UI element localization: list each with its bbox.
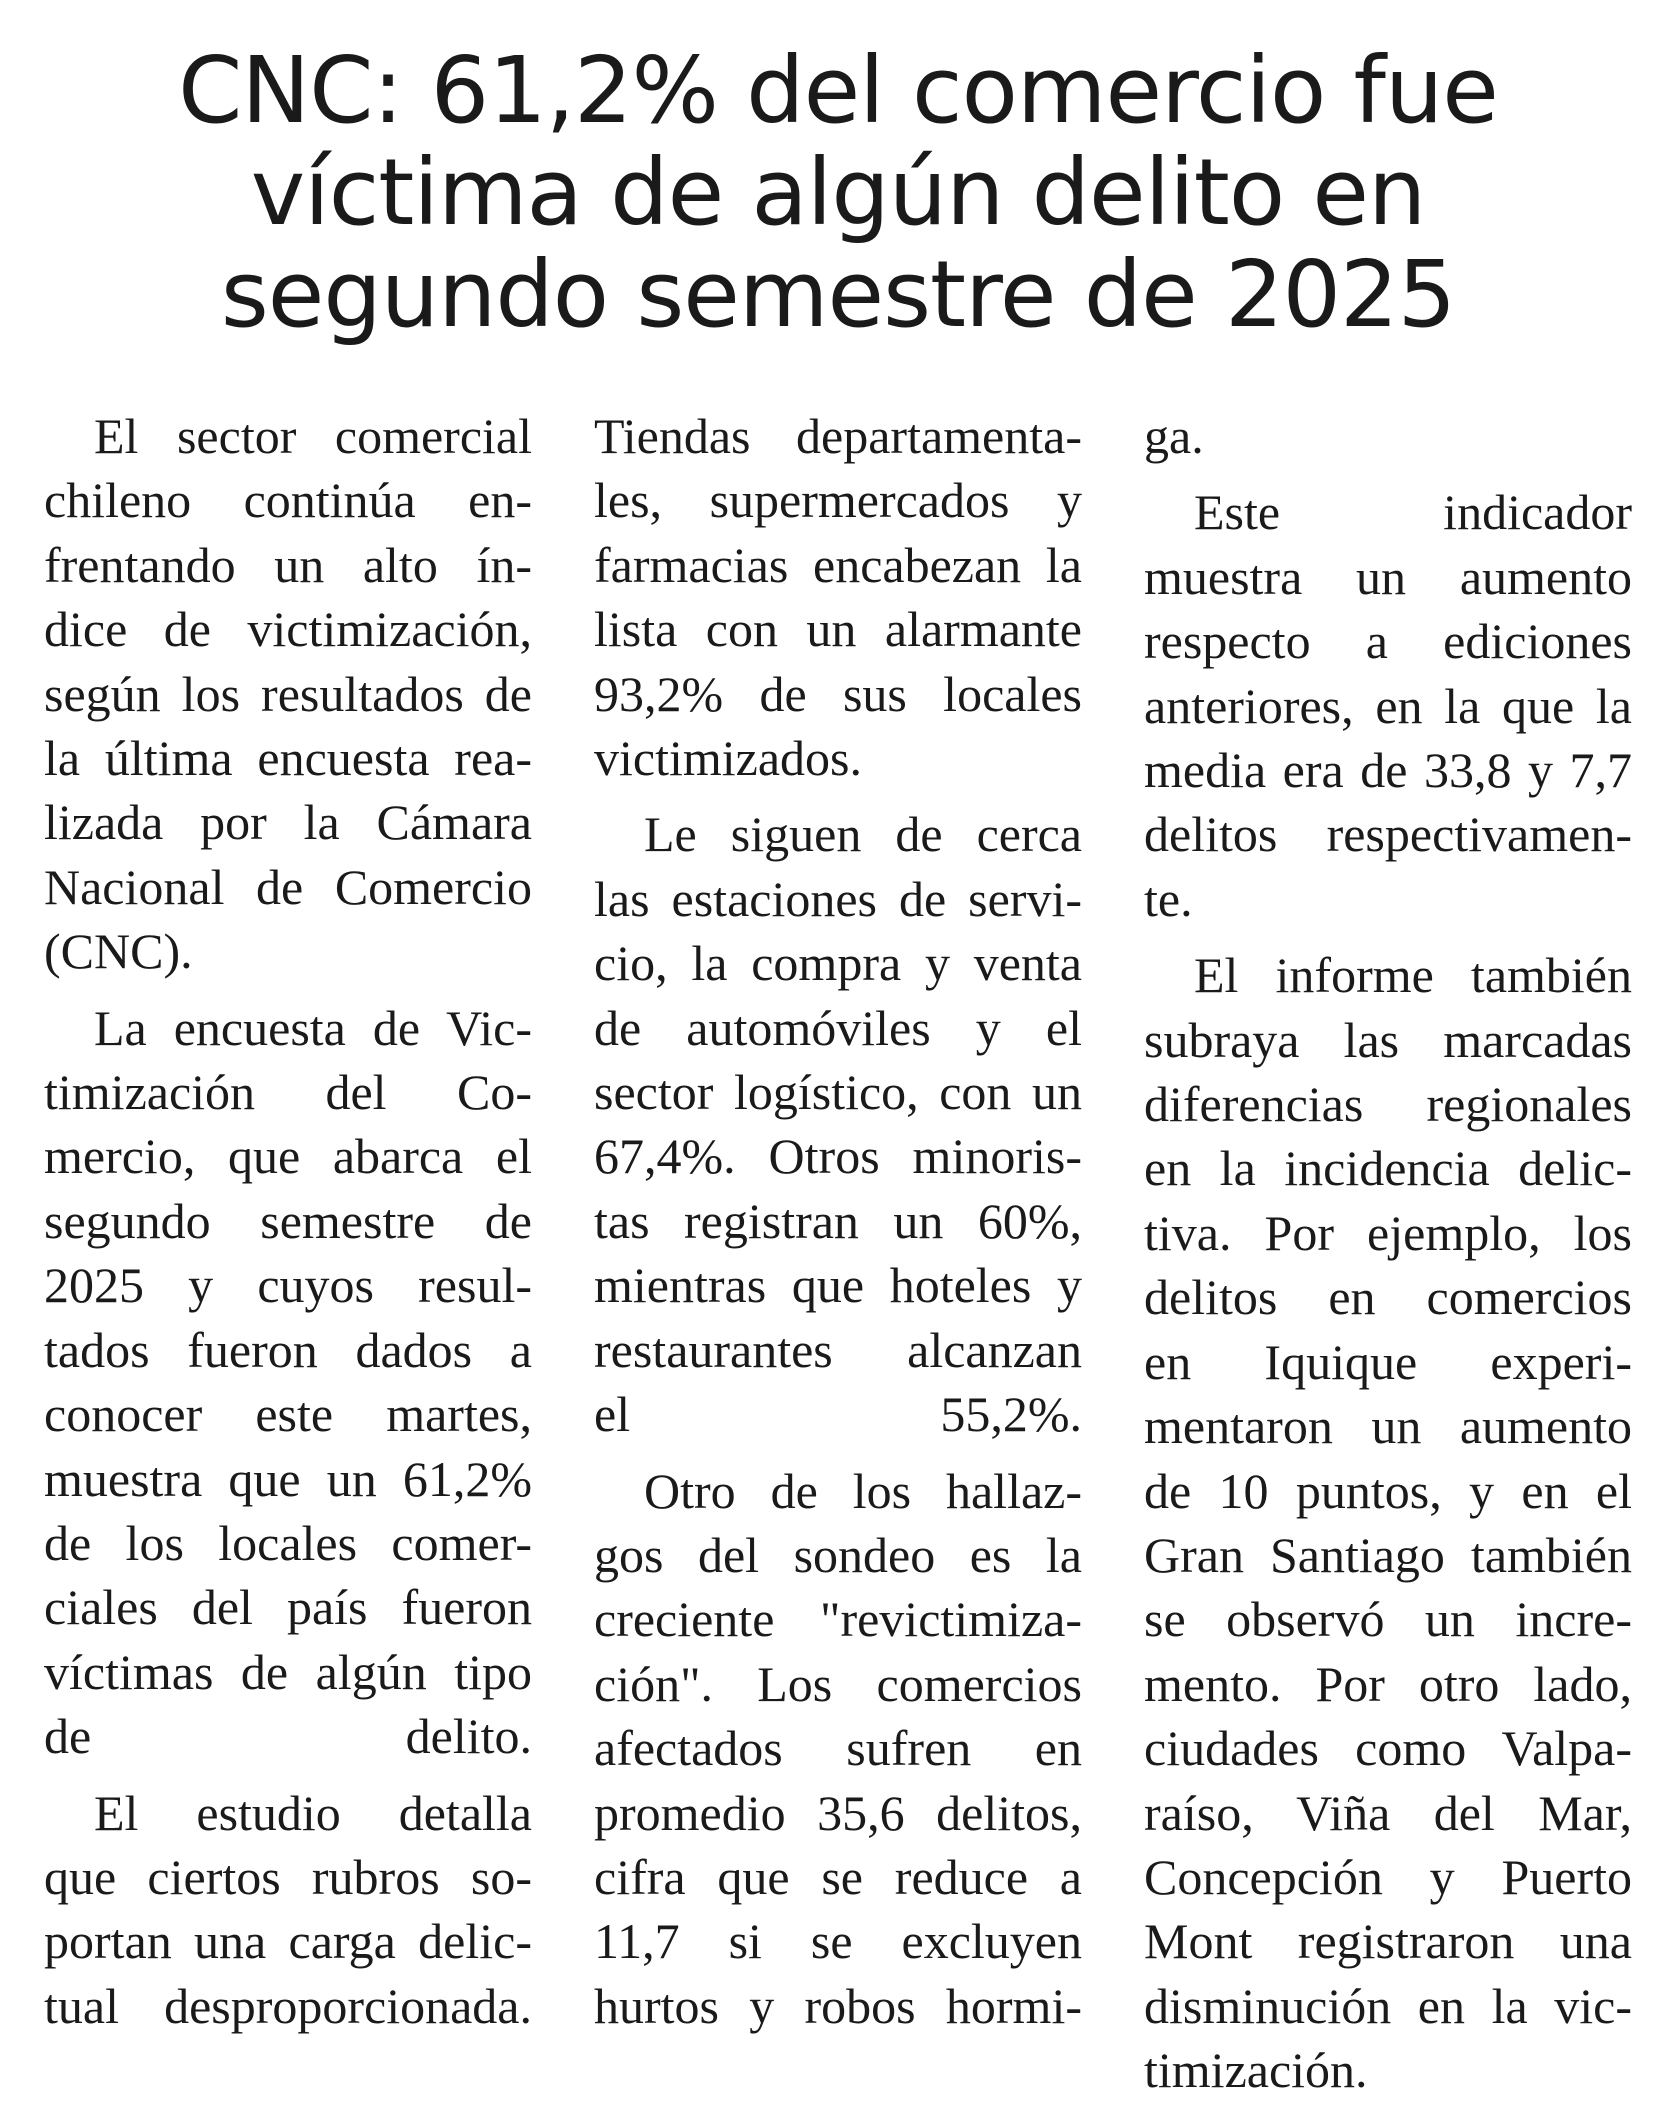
paragraph-gap (1144, 468, 1632, 480)
text-line: Nacional de Comercio (44, 858, 532, 915)
text-line: subraya las marcadas (1144, 1011, 1632, 1068)
text-line: El estudio detalla (94, 1784, 532, 1841)
article-column-1 (44, 404, 532, 2038)
text-line: mento. Por otro lado, (1144, 1655, 1632, 1712)
article-paragraph (1144, 480, 1632, 931)
text-line: ga. (1144, 408, 1204, 464)
text-line: mientras que hoteles y (594, 1257, 1082, 1314)
text-line: 93,2% de sus locales (594, 665, 1082, 722)
text-line: Gran Santiago también (1144, 1526, 1632, 1583)
text-line: que ciertos rubros so- (44, 1848, 532, 1905)
text-line: tiva. Por ejemplo, los (1144, 1204, 1632, 1261)
text-line: timización. (1144, 2042, 1368, 2099)
text-line: 11,7 si se excluyen (594, 1913, 1082, 1970)
headline-line: víctima de algún delito en (250, 139, 1426, 246)
article-paragraph (1144, 943, 1632, 2102)
article-headline (60, 37, 1616, 348)
text-line: afectados sufren en (594, 1720, 1082, 1777)
text-line: El sector comercial (94, 408, 532, 464)
text-line: victimizados. (594, 730, 862, 787)
text-line: portan una carga delic- (44, 1913, 532, 1970)
text-line: El informe también (1194, 947, 1632, 1004)
text-line: 2025 y cuyos resul- (44, 1257, 532, 1314)
text-line: mentaron un aumento (1144, 1398, 1632, 1455)
paragraph-gap (1144, 931, 1632, 943)
text-line: lizada por la Cámara (44, 794, 532, 851)
text-line: farmacias encabezan la (594, 536, 1082, 593)
text-line: ción". Los comercios (594, 1655, 1082, 1712)
text-line: de 10 puntos, y en el (1144, 1462, 1632, 1519)
text-line: te. (1144, 870, 1193, 927)
text-line: de delito. (44, 1708, 532, 1765)
text-line: de automóviles y el (594, 999, 1082, 1056)
text-line: la última encuesta rea- (44, 730, 532, 787)
text-line: 67,4%. Otros minoris- (594, 1128, 1082, 1185)
text-line: disminución en la vic- (1144, 1977, 1632, 2034)
text-line: delitos en comercios (1144, 1269, 1632, 1326)
article-column-3 (1144, 404, 1632, 2103)
text-line: las estaciones de servi- (594, 870, 1082, 927)
text-line: tual desproporcionada. (44, 1977, 532, 2034)
text-line: tas registran un 60%, (594, 1192, 1082, 1249)
text-line: frentando un alto ín- (44, 536, 532, 593)
article-paragraph (594, 404, 1082, 790)
article-paragraph (44, 996, 532, 1769)
article-paragraph (44, 404, 532, 984)
text-line: delitos respectivamen- (1144, 806, 1632, 863)
text-line: ciudades como Valpa- (1144, 1720, 1632, 1777)
paragraph-gap (44, 1769, 532, 1781)
text-line: chileno continúa en- (44, 472, 532, 529)
text-line: el 55,2%. (594, 1386, 1082, 1443)
article-paragraph (594, 802, 1082, 1446)
text-line: promedio 35,6 delitos, (594, 1784, 1082, 1841)
text-line: víctimas de algún tipo (44, 1643, 532, 1700)
headline-line: CNC: 61,2% del comercio fue (178, 37, 1498, 144)
text-line: Este indicador (1194, 484, 1632, 541)
text-line: raíso, Viña del Mar, (1144, 1784, 1632, 1841)
text-line: diferencias regionales (1144, 1076, 1632, 1133)
text-line: cio, la compra y venta (594, 935, 1082, 992)
text-line: les, supermercados y (594, 472, 1082, 529)
text-line: muestra un aumento (1144, 548, 1632, 605)
text-line: dice de victimización, (44, 601, 532, 658)
text-line: timización del Co- (44, 1064, 532, 1121)
text-line: se observó un incre- (1144, 1591, 1632, 1648)
text-line: muestra que un 61,2% (44, 1450, 532, 1507)
text-line: sector logístico, con un (594, 1064, 1082, 1121)
text-line: Concepción y Puerto (1144, 1848, 1632, 1905)
paragraph-gap (44, 984, 532, 996)
text-line: lista con un alarmante (594, 601, 1082, 658)
text-line: Otro de los hallaz- (644, 1462, 1082, 1519)
text-line: restaurantes alcanzan (594, 1321, 1082, 1378)
text-line: tados fueron dados a (44, 1321, 532, 1378)
article-paragraph (1144, 404, 1632, 468)
headline-line: segundo semestre de 2025 (220, 241, 1456, 348)
text-line: hurtos y robos hormi- (594, 1977, 1082, 2034)
text-line: en la incidencia delic- (1144, 1140, 1632, 1197)
paragraph-gap (594, 1447, 1082, 1459)
text-line: creciente "revictimiza- (594, 1591, 1082, 1648)
text-line: segundo semestre de (44, 1192, 532, 1249)
text-line: Tiendas departamenta- (594, 408, 1082, 464)
text-line: en Iquique experi- (1144, 1333, 1632, 1390)
text-line: gos del sondeo es la (594, 1526, 1082, 1583)
text-line: según los resultados de (44, 665, 532, 722)
text-line: ciales del país fueron (44, 1579, 532, 1636)
text-line: Mont registraron una (1144, 1913, 1632, 1970)
paragraph-gap (594, 790, 1082, 802)
text-line: conocer este martes, (44, 1386, 532, 1443)
article-paragraph (594, 1459, 1082, 2039)
text-line: (CNC). (44, 923, 193, 980)
article-paragraph (44, 1781, 532, 2039)
text-line: Le siguen de cerca (644, 806, 1082, 863)
text-line: La encuesta de Vic- (94, 999, 532, 1056)
text-line: media era de 33,8 y 7,7 (1144, 742, 1632, 799)
article-column-2 (594, 404, 1082, 2038)
text-line: de los locales comer- (44, 1514, 532, 1571)
text-line: cifra que se reduce a (594, 1848, 1082, 1905)
text-line: respecto a ediciones (1144, 613, 1632, 670)
text-line: anteriores, en la que la (1144, 677, 1632, 734)
text-line: mercio, que abarca el (44, 1128, 532, 1185)
